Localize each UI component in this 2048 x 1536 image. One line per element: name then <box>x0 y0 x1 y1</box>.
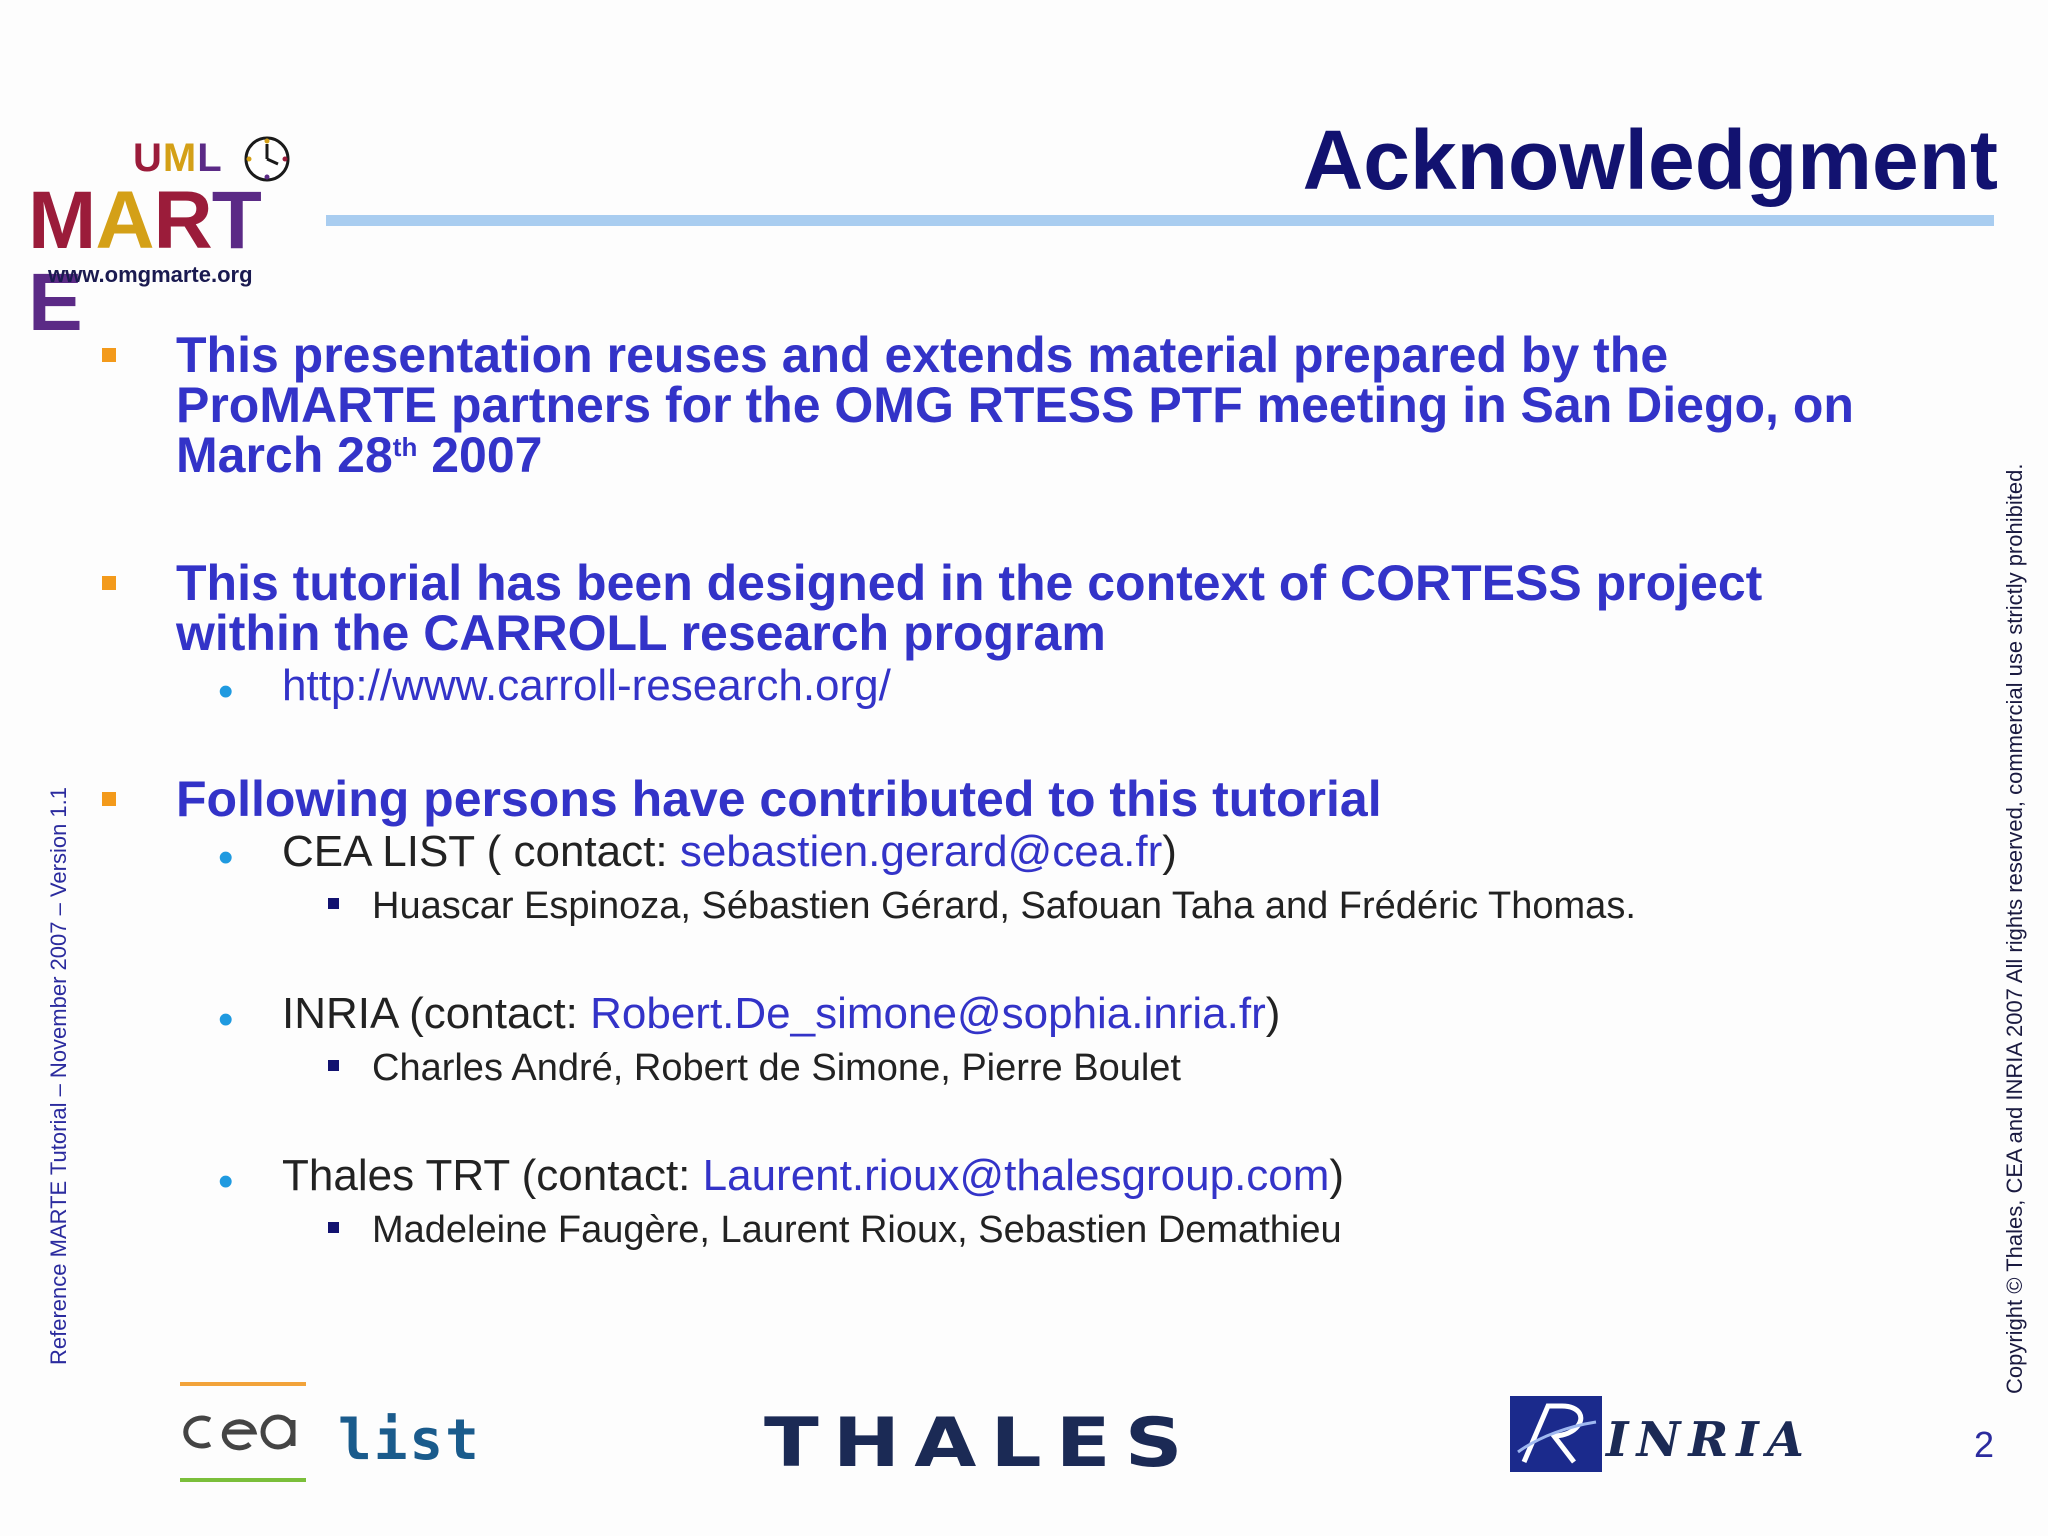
thales-logo: THALES <box>764 1404 1197 1483</box>
bullet-line: ProMARTE partners for the OMG RTESS PTF meeting in San Diego, on <box>176 377 1854 433</box>
sub-item-thales <box>100 1148 1980 1204</box>
bullet-item-tutorial-context <box>100 555 1980 661</box>
side-copyright-text: Copyright © Thales, CEA and INRIA 2007 All rights reserved, commercial use strictly prohibited. <box>2002 463 2027 1394</box>
side-reference-text: Reference MARTE Tutorial – November 2007 – Version 1.1 <box>46 786 71 1365</box>
cea-logo <box>180 1382 306 1482</box>
people-list: Madeleine Faugère, Laurent Rioux, Sebastien Demathieu <box>372 1209 1342 1251</box>
sub-item-carroll-link <box>100 658 1980 714</box>
bullet-item-presentation <box>100 327 1980 483</box>
cea-logo-bottom-line <box>180 1478 306 1482</box>
bullet-line: This presentation reuses and extends material prepared by the <box>176 327 1669 383</box>
uml-letter-u: U <box>133 136 163 180</box>
ordinal-suffix: th <box>392 432 418 462</box>
org-close: ) <box>1329 1151 1345 1200</box>
uml-marte-logo <box>28 130 308 348</box>
carroll-link[interactable]: http://www.carroll-research.org/ <box>282 661 891 710</box>
people-list: Huascar Espinoza, Sébastien Gérard, Safouan Taha and Frédéric Thomas. <box>372 885 1636 927</box>
orange-square-bullet-icon <box>102 348 116 362</box>
org-close: ) <box>1265 989 1281 1038</box>
people-list: Charles André, Robert de Simone, Pierre Boulet <box>372 1047 1181 1089</box>
cyan-dot-bullet-icon: • <box>218 833 234 882</box>
inria-emblem-icon <box>1510 1396 1602 1472</box>
org-label: INRIA (contact: <box>282 989 591 1038</box>
inria-email-link[interactable]: Robert.De_simone@sophia.inria.fr <box>590 989 1266 1038</box>
marte-letter: T <box>211 175 261 266</box>
bullet-line <box>176 427 1980 483</box>
orange-square-bullet-icon <box>102 792 116 806</box>
cea-email-link[interactable]: sebastien.gerard@cea.fr <box>679 827 1163 876</box>
navy-square-bullet-icon <box>328 898 339 909</box>
people-cea <box>100 880 1980 932</box>
logo-url: www.omgmarte.org <box>48 262 253 287</box>
bullet-line: Following persons have contributed to this tutorial <box>176 771 1382 827</box>
orange-square-bullet-icon <box>102 576 116 590</box>
inria-wordmark: INRIA <box>1606 1412 1812 1468</box>
people-inria <box>100 1042 1980 1094</box>
date-text: March 28 <box>176 427 393 483</box>
page-title: Acknowledgment <box>1302 113 1998 207</box>
marte-letter: R <box>153 175 212 266</box>
marte-letter: E <box>28 257 82 348</box>
marte-letter: M <box>28 175 96 266</box>
bullet-line: within the CARROLL research program <box>176 605 1106 661</box>
inria-logo <box>1510 1396 1830 1476</box>
marte-letter: A <box>95 175 154 266</box>
title-rule <box>326 215 1994 226</box>
bullet-item-contributors <box>100 771 1980 827</box>
org-close: ) <box>1162 827 1177 876</box>
uml-letter-l: L <box>197 136 223 180</box>
thales-email-link[interactable]: Laurent.rioux@thalesgroup.com <box>702 1151 1330 1200</box>
navy-square-bullet-icon <box>328 1222 339 1233</box>
list-logo: list <box>338 1408 481 1473</box>
year-text: 2007 <box>417 427 543 483</box>
people-thales <box>100 1204 1980 1256</box>
cyan-dot-bullet-icon: • <box>218 1157 234 1206</box>
uml-letter-m: M <box>162 136 198 180</box>
navy-square-bullet-icon <box>328 1060 339 1071</box>
page-number: 2 <box>1974 1424 1995 1465</box>
org-label: Thales TRT (contact: <box>282 1151 703 1200</box>
bullet-line: This tutorial has been designed in the context of CORTESS project <box>176 555 1763 611</box>
cyan-dot-bullet-icon: • <box>218 667 234 716</box>
cea-wordmark-icon <box>180 1382 306 1482</box>
slide-content <box>100 327 1980 1256</box>
cyan-dot-bullet-icon: • <box>218 995 234 1044</box>
org-label: CEA LIST ( contact: <box>282 827 680 876</box>
sub-item-cea <box>100 824 1980 880</box>
sub-item-inria <box>100 986 1980 1042</box>
